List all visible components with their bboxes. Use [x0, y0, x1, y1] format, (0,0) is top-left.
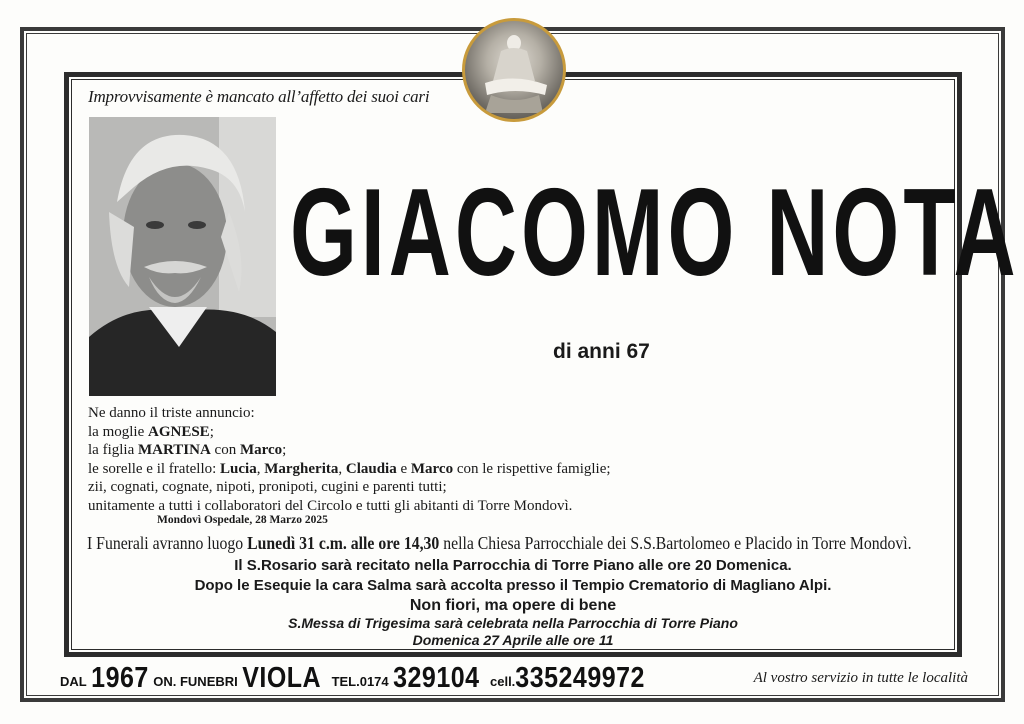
funeral-home-footer: [60, 661, 645, 695]
announcement-block: [88, 404, 611, 516]
intro-text: Improvvisamente è mancato all’affetto dei suoi cari: [88, 87, 430, 106]
footer-since-label: DAL: [60, 674, 87, 689]
announcement-relatives: zii, cognati, cognate, nipoti, pronipoti, cugini e parenti tutti;: [88, 479, 447, 496]
deceased-name: GIACOMO NOTA: [290, 163, 1020, 303]
footer-tel-label: TEL.0174: [331, 674, 389, 689]
no-flowers-note: Non fiori, ma opere di bene: [409, 597, 617, 614]
footer-onoranze-label: ON. FUNEBRI: [153, 674, 238, 689]
announcement-siblings: le sorelle e il fratello: Lucia, Margherita, Claudia e Marco con le rispettive famiglie;: [88, 460, 611, 477]
announcement-intro: Ne danno il triste annuncio:: [88, 405, 255, 421]
pieta-medallion-image: [462, 18, 566, 122]
trigesima-mass-info: S.Messa di Trigesima sarà celebrata nella Parrocchia di Torre Piano: [288, 615, 738, 631]
footer-slogan: Al vostro servizio in tutte le località: [753, 670, 968, 686]
esequie-info: Dopo le Esequie la cara Salma sarà accolta presso il Tempio Crematorio di Magliano Alpi.: [194, 577, 832, 594]
portrait-photo: [89, 117, 276, 396]
funeral-info: I Funerali avranno luogo Lunedì 31 c.m. alle ore 14,30 nella Chiesa Parrocchiale dei S.S.Bartolomeo e Placido in Torre Mondovì.: [87, 533, 912, 553]
footer-year: 1967: [91, 661, 149, 695]
footer-cell-number: 335249972: [515, 661, 645, 695]
announcement-daughter: la figlia MARTINA con Marco;: [88, 442, 287, 459]
place-date: Mondovì Ospedale, 28 Marzo 2025: [157, 514, 328, 526]
footer-company-name: VIOLA: [242, 661, 322, 695]
trigesima-mass-date: Domenica 27 Aprile alle ore 11: [412, 632, 614, 648]
pieta-figure-icon: [465, 21, 563, 119]
footer-tel-number: 329104: [393, 661, 480, 695]
rosario-info: Il S.Rosario sarà recitato nella Parrocchia di Torre Piano alle ore 20 Domenica.: [234, 557, 792, 574]
announcement-community: unitamente a tutti i collaboratori del Circolo e tutti gli abitanti di Torre Mondovì.: [88, 497, 573, 514]
footer-cell-label: cell.: [490, 674, 516, 689]
announcement-wife: la moglie AGNESE;: [88, 423, 214, 440]
deceased-age: di anni 67: [553, 340, 650, 363]
